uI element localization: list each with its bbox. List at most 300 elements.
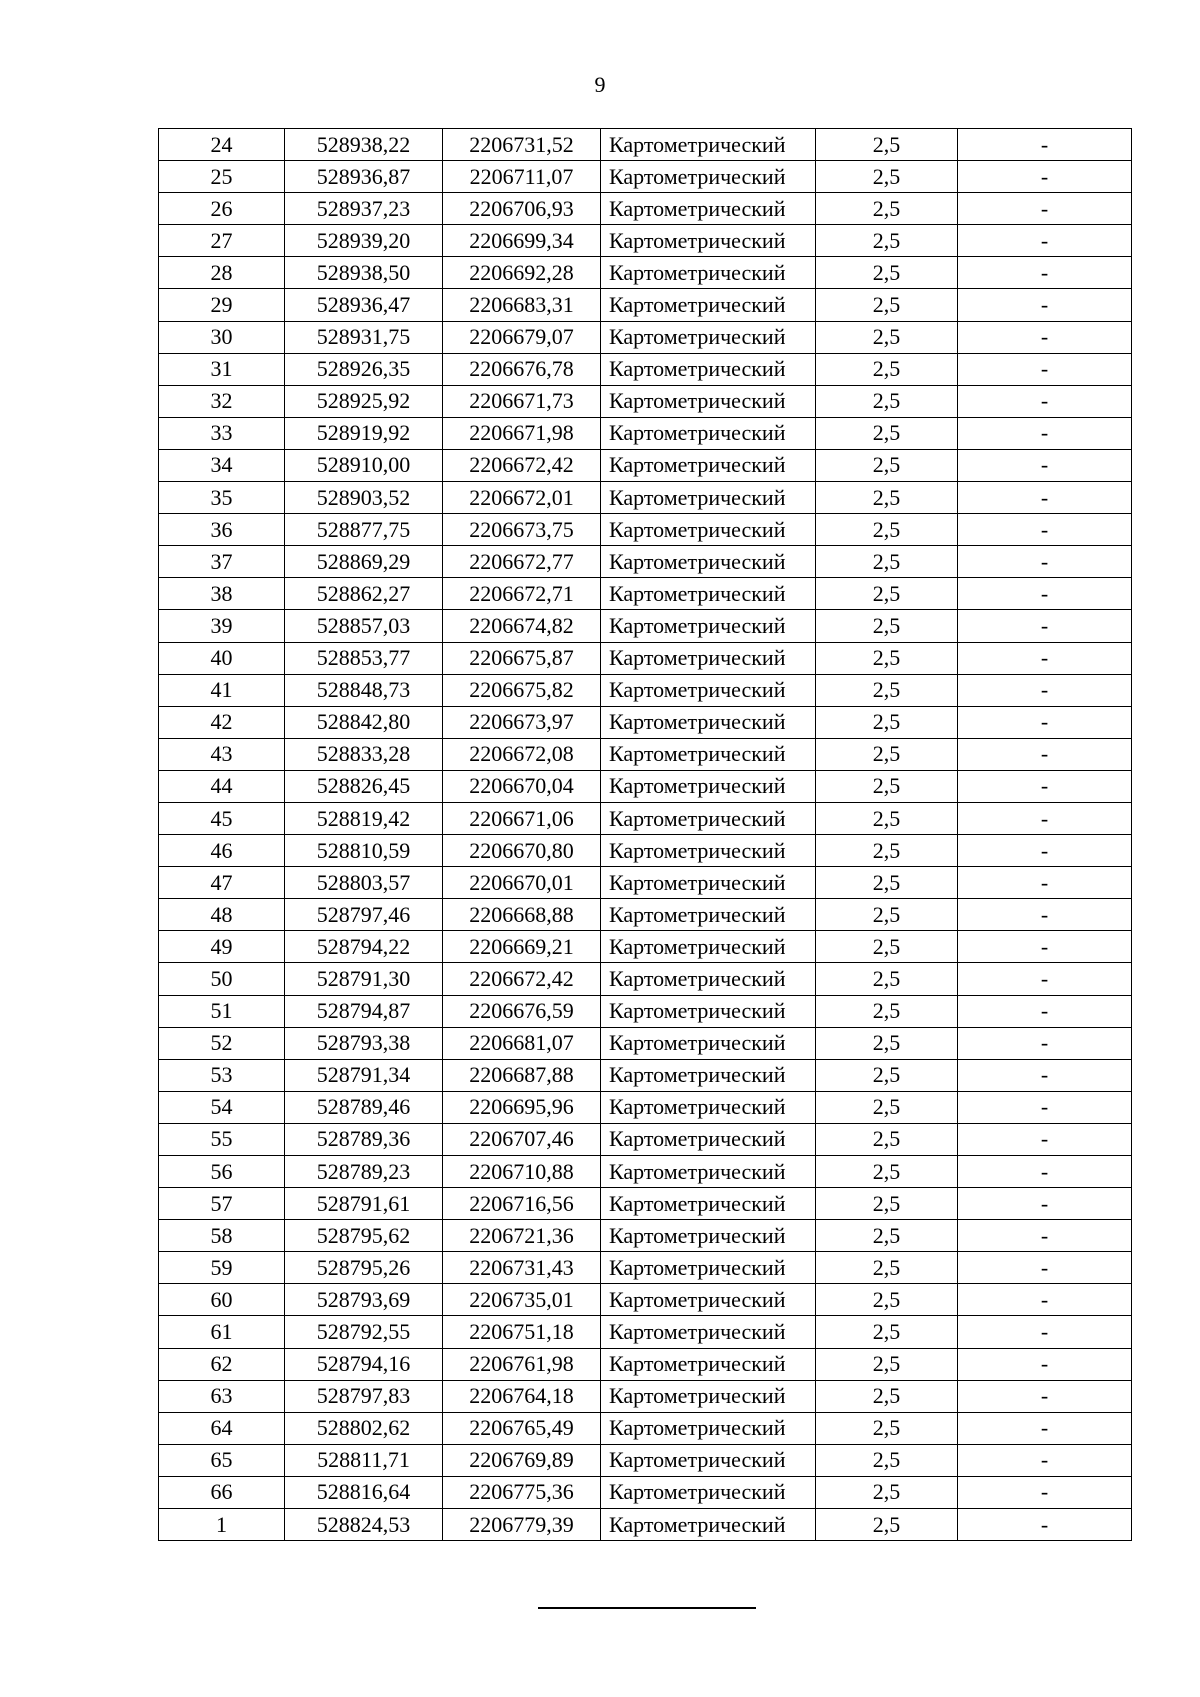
method-cell: Картометрический — [601, 1220, 816, 1252]
point-number-cell: 43 — [159, 738, 285, 770]
method-cell: Картометрический — [601, 835, 816, 867]
method-cell: Картометрический — [601, 610, 816, 642]
x-coordinate-cell: 528791,61 — [285, 1188, 443, 1220]
accuracy-cell: 2,5 — [816, 1059, 958, 1091]
point-number-cell: 61 — [159, 1316, 285, 1348]
x-coordinate-cell: 528797,46 — [285, 899, 443, 931]
x-coordinate-cell: 528939,20 — [285, 225, 443, 257]
x-coordinate-cell: 528862,27 — [285, 578, 443, 610]
method-cell: Картометрический — [601, 642, 816, 674]
point-number-cell: 27 — [159, 225, 285, 257]
accuracy-cell: 2,5 — [816, 289, 958, 321]
y-coordinate-cell: 2206672,08 — [443, 738, 601, 770]
accuracy-cell: 2,5 — [816, 899, 958, 931]
y-coordinate-cell: 2206687,88 — [443, 1059, 601, 1091]
point-number-cell: 38 — [159, 578, 285, 610]
y-coordinate-cell: 2206711,07 — [443, 161, 601, 193]
table-row — [159, 321, 1132, 353]
y-coordinate-cell: 2206769,89 — [443, 1444, 601, 1476]
point-number-cell: 52 — [159, 1027, 285, 1059]
table-row — [159, 514, 1132, 546]
x-coordinate-cell: 528793,38 — [285, 1027, 443, 1059]
description-cell: - — [958, 610, 1132, 642]
description-cell: - — [958, 1123, 1132, 1155]
accuracy-cell: 2,5 — [816, 417, 958, 449]
method-cell: Картометрический — [601, 385, 816, 417]
description-cell: - — [958, 1316, 1132, 1348]
description-cell: - — [958, 995, 1132, 1027]
y-coordinate-cell: 2206681,07 — [443, 1027, 601, 1059]
description-cell: - — [958, 899, 1132, 931]
x-coordinate-cell: 528931,75 — [285, 321, 443, 353]
table-row — [159, 1156, 1132, 1188]
method-cell: Картометрический — [601, 193, 816, 225]
description-cell: - — [958, 931, 1132, 963]
accuracy-cell: 2,5 — [816, 1123, 958, 1155]
method-cell: Картометрический — [601, 1444, 816, 1476]
accuracy-cell: 2,5 — [816, 1509, 958, 1541]
point-number-cell: 32 — [159, 385, 285, 417]
x-coordinate-cell: 528819,42 — [285, 802, 443, 834]
x-coordinate-cell: 528810,59 — [285, 835, 443, 867]
accuracy-cell: 2,5 — [816, 1252, 958, 1284]
method-cell: Картометрический — [601, 1348, 816, 1380]
accuracy-cell: 2,5 — [816, 770, 958, 802]
description-cell: - — [958, 1284, 1132, 1316]
y-coordinate-cell: 2206671,98 — [443, 417, 601, 449]
description-cell: - — [958, 642, 1132, 674]
x-coordinate-cell: 528938,50 — [285, 257, 443, 289]
point-number-cell: 60 — [159, 1284, 285, 1316]
x-coordinate-cell: 528795,26 — [285, 1252, 443, 1284]
description-cell: - — [958, 482, 1132, 514]
description-cell: - — [958, 1412, 1132, 1444]
description-cell: - — [958, 385, 1132, 417]
point-number-cell: 57 — [159, 1188, 285, 1220]
accuracy-cell: 2,5 — [816, 193, 958, 225]
x-coordinate-cell: 528903,52 — [285, 482, 443, 514]
description-cell: - — [958, 738, 1132, 770]
x-coordinate-cell: 528848,73 — [285, 674, 443, 706]
method-cell: Картометрический — [601, 1380, 816, 1412]
y-coordinate-cell: 2206675,87 — [443, 642, 601, 674]
table-row — [159, 161, 1132, 193]
accuracy-cell: 2,5 — [816, 1412, 958, 1444]
method-cell: Картометрический — [601, 1284, 816, 1316]
accuracy-cell: 2,5 — [816, 1220, 958, 1252]
point-number-cell: 59 — [159, 1252, 285, 1284]
method-cell: Картометрический — [601, 802, 816, 834]
y-coordinate-cell: 2206672,77 — [443, 546, 601, 578]
description-cell: - — [958, 867, 1132, 899]
point-number-cell: 58 — [159, 1220, 285, 1252]
y-coordinate-cell: 2206670,04 — [443, 770, 601, 802]
accuracy-cell: 2,5 — [816, 1027, 958, 1059]
method-cell: Картометрический — [601, 770, 816, 802]
point-number-cell: 62 — [159, 1348, 285, 1380]
method-cell: Картометрический — [601, 706, 816, 738]
point-number-cell: 44 — [159, 770, 285, 802]
point-number-cell: 31 — [159, 353, 285, 385]
point-number-cell: 33 — [159, 417, 285, 449]
coordinates-table — [158, 128, 1132, 1541]
description-cell: - — [958, 289, 1132, 321]
description-cell: - — [958, 353, 1132, 385]
method-cell: Картометрический — [601, 353, 816, 385]
method-cell: Картометрический — [601, 1123, 816, 1155]
table-row — [159, 1027, 1132, 1059]
accuracy-cell: 2,5 — [816, 867, 958, 899]
x-coordinate-cell: 528926,35 — [285, 353, 443, 385]
description-cell: - — [958, 1348, 1132, 1380]
accuracy-cell: 2,5 — [816, 1380, 958, 1412]
table-row — [159, 1444, 1132, 1476]
x-coordinate-cell: 528794,87 — [285, 995, 443, 1027]
accuracy-cell: 2,5 — [816, 482, 958, 514]
y-coordinate-cell: 2206673,75 — [443, 514, 601, 546]
description-cell: - — [958, 1188, 1132, 1220]
accuracy-cell: 2,5 — [816, 578, 958, 610]
y-coordinate-cell: 2206675,82 — [443, 674, 601, 706]
y-coordinate-cell: 2206779,39 — [443, 1509, 601, 1541]
accuracy-cell: 2,5 — [816, 1188, 958, 1220]
method-cell: Картометрический — [601, 546, 816, 578]
y-coordinate-cell: 2206671,73 — [443, 385, 601, 417]
table-row — [159, 289, 1132, 321]
accuracy-cell: 2,5 — [816, 1091, 958, 1123]
point-number-cell: 45 — [159, 802, 285, 834]
method-cell: Картометрический — [601, 1027, 816, 1059]
method-cell: Картометрический — [601, 129, 816, 161]
table-row — [159, 1348, 1132, 1380]
table-row — [159, 1252, 1132, 1284]
point-number-cell: 65 — [159, 1444, 285, 1476]
x-coordinate-cell: 528853,77 — [285, 642, 443, 674]
point-number-cell: 41 — [159, 674, 285, 706]
table-row — [159, 738, 1132, 770]
description-cell: - — [958, 1091, 1132, 1123]
y-coordinate-cell: 2206676,78 — [443, 353, 601, 385]
accuracy-cell: 2,5 — [816, 738, 958, 770]
method-cell: Картометрический — [601, 1059, 816, 1091]
y-coordinate-cell: 2206716,56 — [443, 1188, 601, 1220]
method-cell: Картометрический — [601, 899, 816, 931]
y-coordinate-cell: 2206676,59 — [443, 995, 601, 1027]
accuracy-cell: 2,5 — [816, 514, 958, 546]
accuracy-cell: 2,5 — [816, 706, 958, 738]
accuracy-cell: 2,5 — [816, 802, 958, 834]
y-coordinate-cell: 2206679,07 — [443, 321, 601, 353]
table-row — [159, 1316, 1132, 1348]
x-coordinate-cell: 528789,46 — [285, 1091, 443, 1123]
x-coordinate-cell: 528936,47 — [285, 289, 443, 321]
point-number-cell: 50 — [159, 963, 285, 995]
y-coordinate-cell: 2206672,42 — [443, 449, 601, 481]
table-row — [159, 642, 1132, 674]
description-cell: - — [958, 514, 1132, 546]
x-coordinate-cell: 528789,36 — [285, 1123, 443, 1155]
method-cell: Картометрический — [601, 1091, 816, 1123]
y-coordinate-cell: 2206731,43 — [443, 1252, 601, 1284]
method-cell: Картометрический — [601, 1509, 816, 1541]
table-row — [159, 674, 1132, 706]
description-cell: - — [958, 1059, 1132, 1091]
point-number-cell: 64 — [159, 1412, 285, 1444]
description-cell: - — [958, 1444, 1132, 1476]
accuracy-cell: 2,5 — [816, 642, 958, 674]
table-row — [159, 482, 1132, 514]
description-cell: - — [958, 449, 1132, 481]
table-row — [159, 1220, 1132, 1252]
point-number-cell: 42 — [159, 706, 285, 738]
table-row — [159, 802, 1132, 834]
description-cell: - — [958, 1509, 1132, 1541]
point-number-cell: 1 — [159, 1509, 285, 1541]
x-coordinate-cell: 528793,69 — [285, 1284, 443, 1316]
table-row — [159, 706, 1132, 738]
description-cell: - — [958, 193, 1132, 225]
point-number-cell: 46 — [159, 835, 285, 867]
accuracy-cell: 2,5 — [816, 546, 958, 578]
point-number-cell: 35 — [159, 482, 285, 514]
method-cell: Картометрический — [601, 1156, 816, 1188]
description-cell: - — [958, 257, 1132, 289]
description-cell: - — [958, 1027, 1132, 1059]
y-coordinate-cell: 2206692,28 — [443, 257, 601, 289]
table-row — [159, 1188, 1132, 1220]
point-number-cell: 63 — [159, 1380, 285, 1412]
method-cell: Картометрический — [601, 1476, 816, 1508]
method-cell: Картометрический — [601, 963, 816, 995]
accuracy-cell: 2,5 — [816, 321, 958, 353]
table-row — [159, 129, 1132, 161]
table-row — [159, 1059, 1132, 1091]
method-cell: Картометрический — [601, 1252, 816, 1284]
y-coordinate-cell: 2206674,82 — [443, 610, 601, 642]
description-cell: - — [958, 1380, 1132, 1412]
point-number-cell: 48 — [159, 899, 285, 931]
y-coordinate-cell: 2206671,06 — [443, 802, 601, 834]
description-cell: - — [958, 674, 1132, 706]
y-coordinate-cell: 2206672,01 — [443, 482, 601, 514]
table-row — [159, 385, 1132, 417]
x-coordinate-cell: 528826,45 — [285, 770, 443, 802]
y-coordinate-cell: 2206669,21 — [443, 931, 601, 963]
description-cell: - — [958, 417, 1132, 449]
x-coordinate-cell: 528869,29 — [285, 546, 443, 578]
method-cell: Картометрический — [601, 289, 816, 321]
accuracy-cell: 2,5 — [816, 161, 958, 193]
table-row — [159, 1091, 1132, 1123]
y-coordinate-cell: 2206710,88 — [443, 1156, 601, 1188]
point-number-cell: 30 — [159, 321, 285, 353]
x-coordinate-cell: 528857,03 — [285, 610, 443, 642]
table-row — [159, 770, 1132, 802]
point-number-cell: 40 — [159, 642, 285, 674]
accuracy-cell: 2,5 — [816, 995, 958, 1027]
table-row — [159, 963, 1132, 995]
y-coordinate-cell: 2206699,34 — [443, 225, 601, 257]
x-coordinate-cell: 528811,71 — [285, 1444, 443, 1476]
accuracy-cell: 2,5 — [816, 1156, 958, 1188]
x-coordinate-cell: 528833,28 — [285, 738, 443, 770]
x-coordinate-cell: 528791,30 — [285, 963, 443, 995]
y-coordinate-cell: 2206706,93 — [443, 193, 601, 225]
y-coordinate-cell: 2206683,31 — [443, 289, 601, 321]
x-coordinate-cell: 528792,55 — [285, 1316, 443, 1348]
table-row — [159, 449, 1132, 481]
method-cell: Картометрический — [601, 321, 816, 353]
coordinates-table-body — [159, 129, 1132, 1541]
method-cell: Картометрический — [601, 417, 816, 449]
table-row — [159, 610, 1132, 642]
point-number-cell: 34 — [159, 449, 285, 481]
table-row — [159, 1284, 1132, 1316]
x-coordinate-cell: 528795,62 — [285, 1220, 443, 1252]
method-cell: Картометрический — [601, 867, 816, 899]
description-cell: - — [958, 161, 1132, 193]
table-row — [159, 1380, 1132, 1412]
point-number-cell: 55 — [159, 1123, 285, 1155]
x-coordinate-cell: 528842,80 — [285, 706, 443, 738]
y-coordinate-cell: 2206721,36 — [443, 1220, 601, 1252]
table-row — [159, 546, 1132, 578]
point-number-cell: 49 — [159, 931, 285, 963]
table-row — [159, 257, 1132, 289]
method-cell: Картометрический — [601, 1188, 816, 1220]
method-cell: Картометрический — [601, 1412, 816, 1444]
point-number-cell: 54 — [159, 1091, 285, 1123]
method-cell: Картометрический — [601, 449, 816, 481]
method-cell: Картометрический — [601, 1316, 816, 1348]
description-cell: - — [958, 225, 1132, 257]
method-cell: Картометрический — [601, 674, 816, 706]
method-cell: Картометрический — [601, 482, 816, 514]
table-row — [159, 867, 1132, 899]
y-coordinate-cell: 2206735,01 — [443, 1284, 601, 1316]
x-coordinate-cell: 528802,62 — [285, 1412, 443, 1444]
description-cell: - — [958, 1220, 1132, 1252]
point-number-cell: 26 — [159, 193, 285, 225]
y-coordinate-cell: 2206731,52 — [443, 129, 601, 161]
table-row — [159, 1412, 1132, 1444]
table-row — [159, 835, 1132, 867]
description-cell: - — [958, 1476, 1132, 1508]
description-cell: - — [958, 1252, 1132, 1284]
accuracy-cell: 2,5 — [816, 1284, 958, 1316]
point-number-cell: 51 — [159, 995, 285, 1027]
x-coordinate-cell: 528803,57 — [285, 867, 443, 899]
accuracy-cell: 2,5 — [816, 385, 958, 417]
y-coordinate-cell: 2206695,96 — [443, 1091, 601, 1123]
accuracy-cell: 2,5 — [816, 1348, 958, 1380]
y-coordinate-cell: 2206761,98 — [443, 1348, 601, 1380]
method-cell: Картометрический — [601, 257, 816, 289]
table-row — [159, 353, 1132, 385]
method-cell: Картометрический — [601, 161, 816, 193]
page-number: 9 — [594, 72, 606, 97]
accuracy-cell: 2,5 — [816, 674, 958, 706]
method-cell: Картометрический — [601, 225, 816, 257]
end-of-document-rule — [538, 1607, 756, 1609]
x-coordinate-cell: 528936,87 — [285, 161, 443, 193]
y-coordinate-cell: 2206707,46 — [443, 1123, 601, 1155]
point-number-cell: 25 — [159, 161, 285, 193]
x-coordinate-cell: 528937,23 — [285, 193, 443, 225]
point-number-cell: 28 — [159, 257, 285, 289]
table-row — [159, 193, 1132, 225]
y-coordinate-cell: 2206668,88 — [443, 899, 601, 931]
y-coordinate-cell: 2206672,42 — [443, 963, 601, 995]
method-cell: Картометрический — [601, 578, 816, 610]
method-cell: Картометрический — [601, 931, 816, 963]
y-coordinate-cell: 2206751,18 — [443, 1316, 601, 1348]
table-row — [159, 225, 1132, 257]
point-number-cell: 29 — [159, 289, 285, 321]
accuracy-cell: 2,5 — [816, 129, 958, 161]
accuracy-cell: 2,5 — [816, 610, 958, 642]
y-coordinate-cell: 2206775,36 — [443, 1476, 601, 1508]
x-coordinate-cell: 528794,22 — [285, 931, 443, 963]
x-coordinate-cell: 528877,75 — [285, 514, 443, 546]
table-row — [159, 1476, 1132, 1508]
x-coordinate-cell: 528797,83 — [285, 1380, 443, 1412]
y-coordinate-cell: 2206765,49 — [443, 1412, 601, 1444]
point-number-cell: 24 — [159, 129, 285, 161]
table-row — [159, 995, 1132, 1027]
y-coordinate-cell: 2206764,18 — [443, 1380, 601, 1412]
x-coordinate-cell: 528824,53 — [285, 1509, 443, 1541]
accuracy-cell: 2,5 — [816, 963, 958, 995]
point-number-cell: 36 — [159, 514, 285, 546]
point-number-cell: 39 — [159, 610, 285, 642]
method-cell: Картометрический — [601, 995, 816, 1027]
description-cell: - — [958, 963, 1132, 995]
point-number-cell: 37 — [159, 546, 285, 578]
x-coordinate-cell: 528938,22 — [285, 129, 443, 161]
accuracy-cell: 2,5 — [816, 835, 958, 867]
table-row — [159, 578, 1132, 610]
x-coordinate-cell: 528794,16 — [285, 1348, 443, 1380]
description-cell: - — [958, 706, 1132, 738]
x-coordinate-cell: 528789,23 — [285, 1156, 443, 1188]
table-row — [159, 1509, 1132, 1541]
description-cell: - — [958, 835, 1132, 867]
point-number-cell: 56 — [159, 1156, 285, 1188]
accuracy-cell: 2,5 — [816, 225, 958, 257]
y-coordinate-cell: 2206672,71 — [443, 578, 601, 610]
y-coordinate-cell: 2206670,01 — [443, 867, 601, 899]
accuracy-cell: 2,5 — [816, 257, 958, 289]
accuracy-cell: 2,5 — [816, 1316, 958, 1348]
accuracy-cell: 2,5 — [816, 353, 958, 385]
description-cell: - — [958, 578, 1132, 610]
description-cell: - — [958, 770, 1132, 802]
description-cell: - — [958, 1156, 1132, 1188]
table-row — [159, 931, 1132, 963]
x-coordinate-cell: 528919,92 — [285, 417, 443, 449]
accuracy-cell: 2,5 — [816, 1476, 958, 1508]
table-row — [159, 417, 1132, 449]
y-coordinate-cell: 2206670,80 — [443, 835, 601, 867]
table-row — [159, 899, 1132, 931]
description-cell: - — [958, 321, 1132, 353]
accuracy-cell: 2,5 — [816, 449, 958, 481]
x-coordinate-cell: 528816,64 — [285, 1476, 443, 1508]
y-coordinate-cell: 2206673,97 — [443, 706, 601, 738]
table-row — [159, 1123, 1132, 1155]
x-coordinate-cell: 528910,00 — [285, 449, 443, 481]
